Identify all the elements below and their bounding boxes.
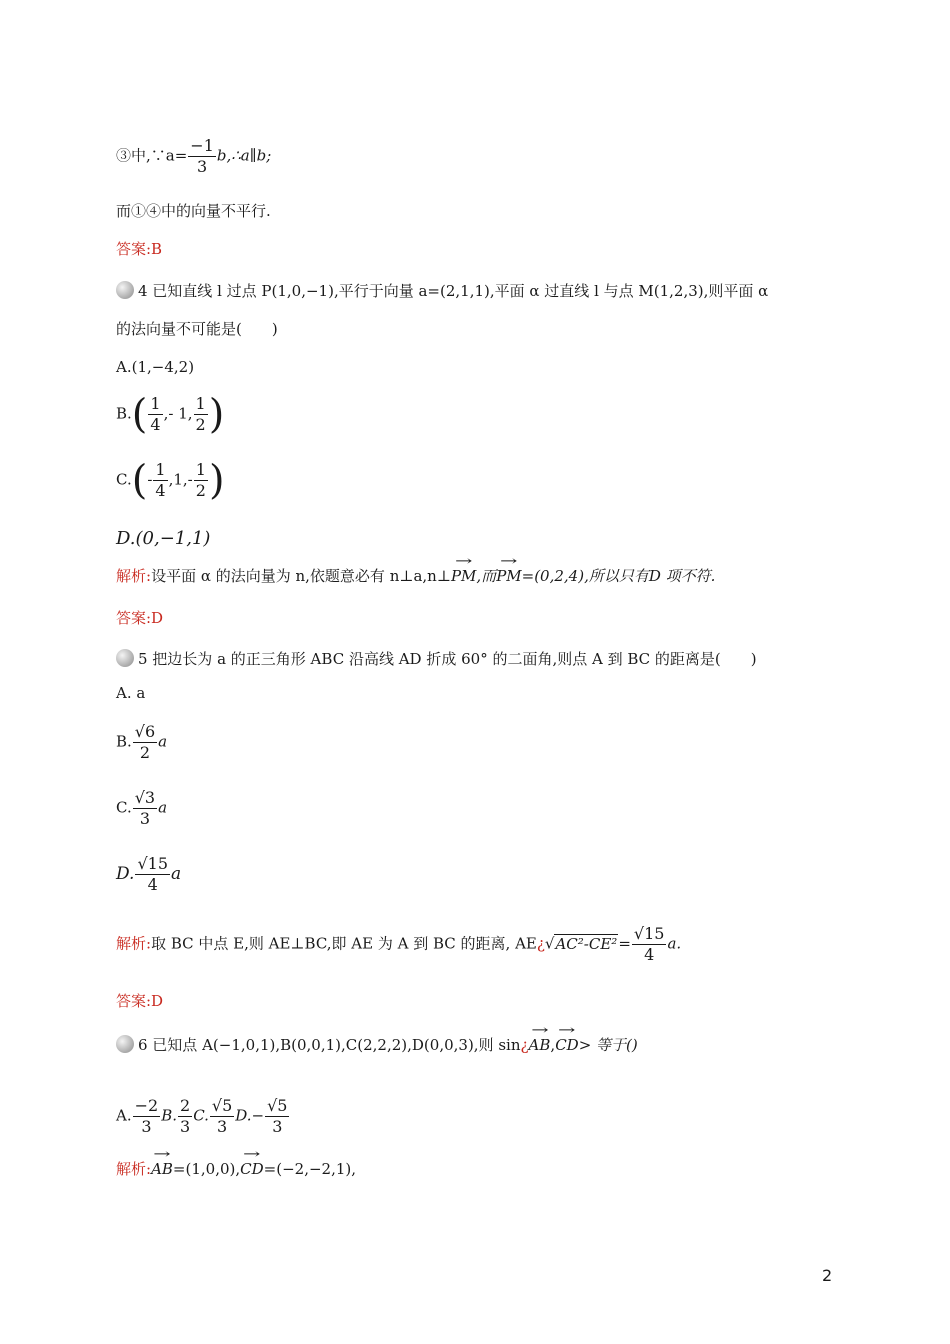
question-bullet-icon bbox=[116, 649, 134, 667]
line-3-parallel: ③中,∵a= $\frac{-1}{3}$ b,∴a∥b; bbox=[116, 136, 272, 176]
line-not-parallel: 而①④中的向量不平行. bbox=[116, 202, 271, 220]
question-4: 4 已知直线 l 过点 P(1,0,−1),平行于向量 a=(2,1,1),平面 α 过直线 l 与点 M(1,2,3),则平面 α bbox=[116, 280, 768, 301]
option-d: D.(0,−1,1) bbox=[116, 528, 211, 549]
question-6-options: A. $\frac{-2}{3}$ B. $\frac{2}{3}$ C. $\frac{√5}{3}$ D.− $\frac{√5}{3}$ bbox=[116, 1096, 288, 1136]
option-b: B. $\frac{√6}{2}$ a bbox=[116, 722, 168, 762]
option-d: D. $\frac{√15}{4}$ a bbox=[116, 854, 182, 894]
option-b: B.( $\frac{1}{4}$ ,- 1, $\frac{1}{2}$ ) bbox=[116, 391, 225, 438]
question-bullet-icon bbox=[116, 281, 134, 299]
question-4-line2: 的法向量不可能是( ) bbox=[116, 320, 278, 338]
answer-label: 答案:B bbox=[116, 240, 163, 258]
solution-6: 解析:→ AB=(1,0,0),→ CD=(−2,−2,1), bbox=[116, 1158, 356, 1179]
question-5: 5 把边长为 a 的正三角形 ABC 沿高线 AD 折成 60° 的二面角,则点 A 到 BC 的距离是( ) bbox=[116, 648, 757, 669]
question-bullet-icon bbox=[116, 1035, 134, 1053]
question-6: 6 已知点 A(−1,0,1),B(0,0,1),C(2,2,2),D(0,0,3),则 sin¿→ AB,→ CD> 等于() bbox=[116, 1034, 638, 1055]
solution-5: 解析:取 BC 中点 E,则 AE⊥BC,即 AE 为 A 到 BC 的距离, AE¿√AC²-CE²= $\frac{√15}{4}$ a. bbox=[116, 924, 682, 964]
option-c: C. $\frac{√3}{3}$ a bbox=[116, 788, 168, 828]
answer-label: 答案:D bbox=[116, 992, 164, 1010]
solution-4: 解析:设平面 α 的法向量为 n,依题意必有 n⊥a,n⊥→ PM,而→ PM=(0,2,4),所以只有D 项不符. bbox=[116, 565, 715, 586]
option-a: A.(1,−4,2) bbox=[116, 358, 195, 376]
option-a: A. a bbox=[116, 684, 146, 702]
option-c: C.(- $\frac{1}{4}$ ,1,- $\frac{1}{2}$ ) bbox=[116, 457, 225, 504]
page-number: 2 bbox=[822, 1266, 833, 1285]
answer-label: 答案:D bbox=[116, 609, 164, 627]
